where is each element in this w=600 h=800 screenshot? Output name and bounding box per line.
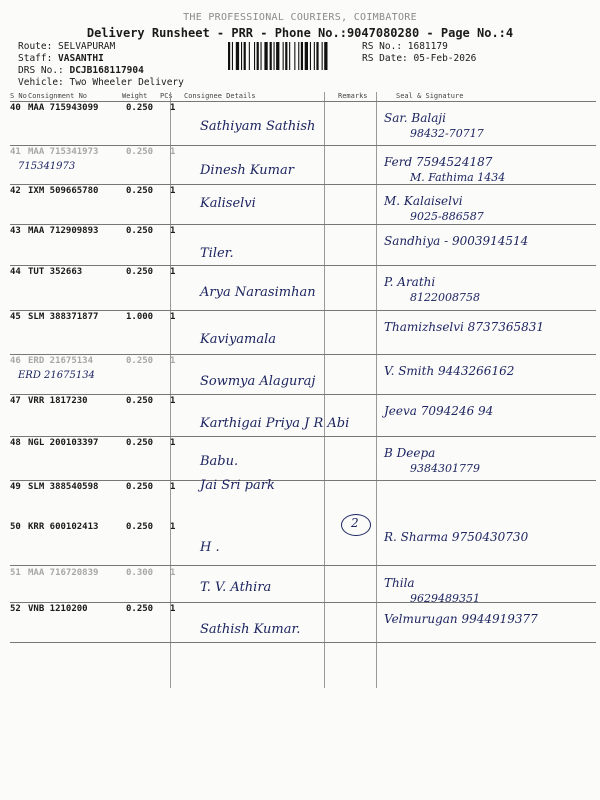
rs-number: RS No.: 1681179 <box>362 41 448 52</box>
consignee-handwriting: T. V. Athira <box>200 580 272 595</box>
consignee-handwriting: Sathiyam Sathish <box>200 119 316 134</box>
row-divider <box>10 480 596 481</box>
row-pcs: 1 <box>170 147 176 157</box>
staff-label: Staff: <box>18 53 59 64</box>
row-weight: 0.250 <box>126 356 154 366</box>
consignee-handwriting: Karthigai Priya J R Abi <box>200 416 350 431</box>
row-pcs: 1 <box>170 226 176 236</box>
row-consignment-no: SLM 388371877 <box>28 312 99 322</box>
row-sno: 49 <box>10 482 21 492</box>
col-consignment: Consignment No <box>28 92 88 100</box>
seal-signature: R. Sharma 9750430730 <box>384 530 529 544</box>
drs-line <box>18 65 144 77</box>
row-divider <box>10 565 596 566</box>
row-weight: 0.250 <box>126 396 154 406</box>
row-sno: 52 <box>10 604 21 614</box>
consignee-handwriting: Kaliselvi <box>200 196 256 211</box>
route-label: Route: SELVAPURAM <box>18 41 116 52</box>
rs-date: RS Date: 05-Feb-2026 <box>362 53 477 64</box>
row-pcs: 1 <box>170 103 176 113</box>
row-pcs: 1 <box>170 267 176 277</box>
row-divider <box>10 310 596 311</box>
seal-signature: Ferd 7594524187 <box>384 155 493 169</box>
row-consignment-no: MAA 715943099 <box>28 103 99 113</box>
staff-line <box>18 53 104 65</box>
row-pcs: 1 <box>170 482 176 492</box>
row-sno: 40 <box>10 103 21 113</box>
seal-phone-handwriting: 9025-886587 <box>410 210 484 223</box>
barcode <box>228 42 354 70</box>
row-weight: 0.250 <box>126 147 154 157</box>
drs-number: DCJB168117904 <box>69 65 144 76</box>
row-divider <box>10 224 596 225</box>
col-weight: Weight <box>122 92 148 100</box>
row-divider <box>10 145 596 146</box>
seal-phone-handwriting: 9629489351 <box>410 592 480 605</box>
row-pcs: 1 <box>170 568 176 578</box>
row-pcs: 1 <box>170 356 176 366</box>
row-consignment-no: SLM 388540598 <box>28 482 99 492</box>
row-weight: 0.250 <box>126 267 154 277</box>
consignee-handwriting: Jai Sri park <box>200 478 275 493</box>
row-pcs: 1 <box>170 312 176 322</box>
staff-name: VASANTHI <box>58 53 104 64</box>
seal-signature: Sar. Balaji <box>384 111 446 125</box>
row-consignment-no: TUT 352663 <box>28 267 83 277</box>
row-sno: 50 <box>10 522 21 532</box>
seal-signature: Jeeva 7094246 94 <box>384 404 494 418</box>
seal-phone-handwriting: 98432-70717 <box>410 127 484 140</box>
row-weight: 0.250 <box>126 482 154 492</box>
seal-signature: M. Kalaiselvi <box>384 194 463 208</box>
row-weight: 0.250 <box>126 522 154 532</box>
row-weight: 0.250 <box>126 103 154 113</box>
consignee-handwriting: Sowmya Alaguraj <box>200 374 316 389</box>
row-sno: 45 <box>10 312 21 322</box>
seal-signature: P. Arathi <box>384 275 436 289</box>
row-sno: 42 <box>10 186 21 196</box>
col-remarks: Remarks <box>338 92 368 100</box>
row-consignment-no: KRR 600102413 <box>28 522 99 532</box>
col-pcs: PCs <box>160 92 173 100</box>
consignee-handwriting: Babu. <box>200 454 239 469</box>
consignee-handwriting: Dinesh Kumar <box>200 163 294 178</box>
row-divider <box>10 265 596 266</box>
row-sno: 48 <box>10 438 21 448</box>
row-weight: 0.250 <box>126 604 154 614</box>
row-divider <box>10 101 596 102</box>
col-consignee: Consignee Details <box>184 92 256 100</box>
row-pcs: 1 <box>170 186 176 196</box>
col-divider <box>170 92 171 688</box>
remarks-circle-mark <box>341 514 371 536</box>
consignee-handwriting: Tiler. <box>200 246 234 261</box>
row-weight: 0.250 <box>126 226 154 236</box>
row-divider <box>10 602 596 603</box>
row-divider <box>10 354 596 355</box>
consignee-handwriting: Arya Narasimhan <box>200 285 316 300</box>
vehicle-label: Vehicle: Two Wheeler Delivery <box>18 77 184 88</box>
row-consignment-no: IXM 509665780 <box>28 186 99 196</box>
row-consignment-no: ERD 21675134 <box>28 356 94 366</box>
company-name: THE PROFESSIONAL COURIERS, COIMBATORE <box>183 12 417 23</box>
col-seal: Seal & Signature <box>396 92 464 100</box>
row-divider <box>10 642 596 643</box>
row-consignment-no: MAA 715341973 <box>28 147 99 157</box>
consignee-handwriting: Sathish Kumar. <box>200 622 301 637</box>
consignee-handwriting: H . <box>200 540 220 555</box>
row-weight: 1.000 <box>126 312 154 322</box>
row-consignment-no: VNB 1210200 <box>28 604 88 614</box>
seal-signature: B Deepa <box>384 446 436 460</box>
row-consignment-no: VRR 1817230 <box>28 396 88 406</box>
seal-signature: Velmurugan 9944919377 <box>384 612 538 626</box>
runsheet-title: Delivery Runsheet - PRR - Phone No.:9047080280 - Page No.:4 <box>86 26 514 40</box>
col-divider <box>376 92 377 688</box>
row-divider <box>10 394 596 395</box>
row-sno: 41 <box>10 147 21 157</box>
row-pcs: 1 <box>170 604 176 614</box>
row-sno: 44 <box>10 267 21 277</box>
remarks-mark-text: 2 <box>351 516 359 530</box>
seal-phone-handwriting: 9384301779 <box>410 462 480 475</box>
seal-signature: Sandhiya - 9003914514 <box>384 234 529 248</box>
col-sno: S No <box>10 92 27 100</box>
row-consignment-no: MAA 712909893 <box>28 226 99 236</box>
row-sno: 51 <box>10 568 21 578</box>
drs-label: DRS No.: <box>18 65 70 76</box>
handwritten-consignment-no: 715341973 <box>18 161 76 172</box>
seal-phone-handwriting: M. Fathima 1434 <box>410 171 506 184</box>
row-sno: 43 <box>10 226 21 236</box>
row-sno: 46 <box>10 356 21 366</box>
row-weight: 0.300 <box>126 568 154 578</box>
handwritten-consignment-no: ERD 21675134 <box>18 370 95 381</box>
row-divider <box>10 184 596 185</box>
seal-phone-handwriting: 8122008758 <box>410 291 480 304</box>
row-weight: 0.250 <box>126 438 154 448</box>
row-divider <box>10 436 596 437</box>
row-pcs: 1 <box>170 438 176 448</box>
row-pcs: 1 <box>170 522 176 532</box>
row-consignment-no: MAA 716720839 <box>28 568 99 578</box>
row-sno: 47 <box>10 396 21 406</box>
row-consignment-no: NGL 200103397 <box>28 438 99 448</box>
row-weight: 0.250 <box>126 186 154 196</box>
seal-signature: V. Smith 9443266162 <box>384 364 515 378</box>
row-pcs: 1 <box>170 396 176 406</box>
seal-signature: Thila <box>384 576 415 590</box>
seal-signature: Thamizhselvi 8737365831 <box>384 320 545 334</box>
consignee-handwriting: Kaviyamala <box>200 332 277 347</box>
col-divider <box>324 92 325 688</box>
